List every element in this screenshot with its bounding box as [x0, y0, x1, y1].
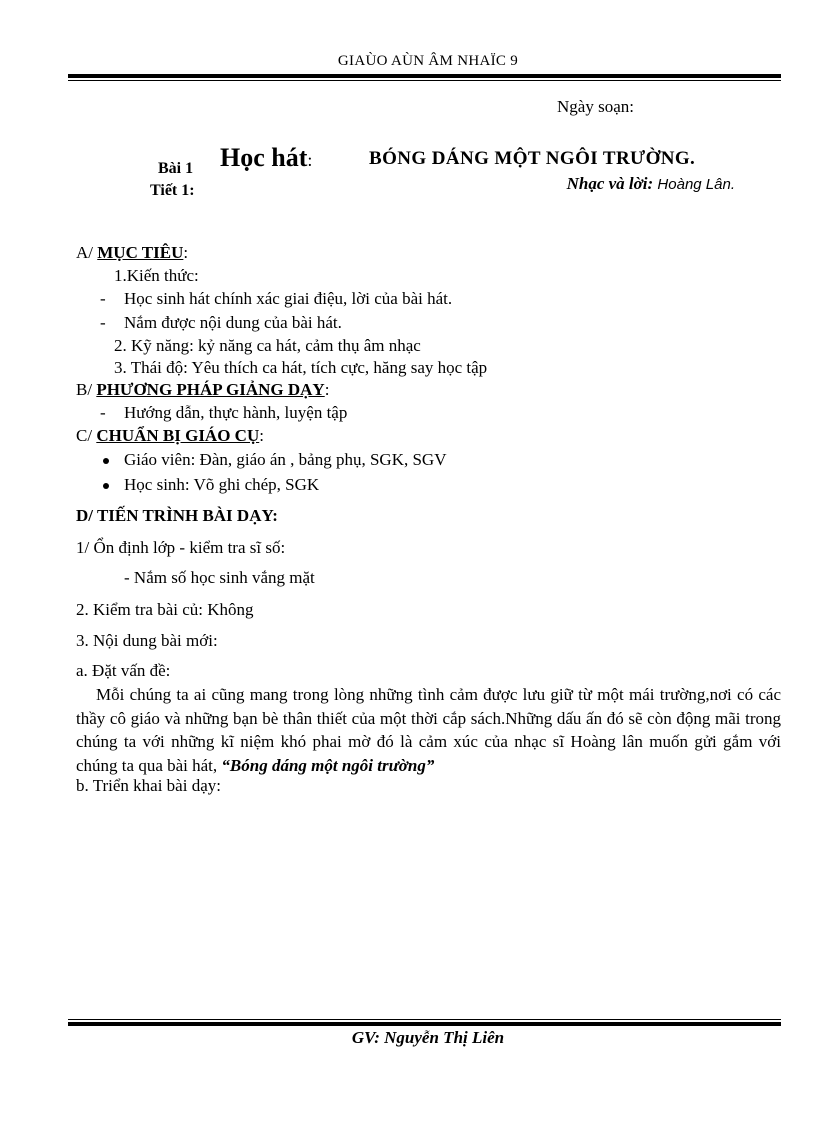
intro-text: Mỗi chúng ta ai cũng mang trong lòng những tình cảm được lưu giữ từ một mái trường,nơi có các thầy cô giáo và những bạn bè thân thiết của một thời cắp sách.Những dấu ấn đó sẽ còn động mãi trong chúng ta với những kĩ niệm khó phai mờ đó là cảm xúc của nhạc sĩ Hoàng lân muốn gửi gắm với chúng ta qua bài hát, — [76, 685, 781, 775]
lesson-type — [220, 143, 312, 173]
lesson-type-text: Học hát — [220, 143, 308, 172]
period-number: Tiết 1: — [150, 182, 195, 199]
footer-rule-thick — [68, 1022, 781, 1026]
bullet-icon — [103, 483, 109, 489]
section-b-heading — [76, 380, 329, 400]
header-title: GIAÙO AÙN ÂM NHAÏC 9 — [337, 53, 519, 69]
section-b-prefix: B/ — [76, 380, 97, 399]
section-a-suffix: : — [183, 243, 189, 262]
section-b-suffix: : — [324, 380, 330, 399]
author-label: Nhạc và lời: — [566, 174, 654, 193]
step-1-detail: - Nắm số học sinh vắng mặt — [124, 568, 315, 587]
skills-line: 2. Kỹ năng: kỷ năng ca hát, cảm thụ âm nhạc — [114, 336, 421, 355]
author-name: Hoàng Lân. — [657, 176, 735, 193]
section-a-prefix: A/ — [76, 243, 98, 262]
footer-rule-thin — [68, 1019, 781, 1020]
equipment-item-student: Học sinh: Võ ghi chép, SGK — [124, 475, 320, 494]
dash-marker: - — [100, 313, 106, 332]
bullet-icon — [103, 458, 109, 464]
dash-marker: - — [100, 289, 106, 308]
knowledge-item-2: Nắm được nội dung của bài hát. — [124, 313, 342, 332]
intro-paragraph — [76, 683, 781, 777]
attitude-line: 3. Thái độ: Yêu thích ca hát, tích cực, hăng say học tập — [114, 358, 488, 377]
lesson-type-colon: : — [307, 150, 313, 170]
section-c-heading — [76, 426, 264, 446]
section-c-suffix: : — [259, 426, 264, 445]
intro-label: a. Đặt vấn đề: — [76, 661, 171, 680]
song-title: BÓNG DÁNG MỘT NGÔI TRƯỜNG. — [369, 148, 696, 169]
footer-teacher: GV: Nguyễn Thị Liên — [351, 1028, 505, 1047]
section-c-title: CHUẨN BỊ GIÁO CỤ — [96, 426, 260, 445]
section-a-heading — [76, 243, 188, 263]
header-rule-thin — [68, 80, 781, 81]
dash-marker: - — [100, 403, 106, 422]
lesson-number: Bài 1 — [158, 160, 194, 177]
method-item-1: Hướng dẫn, thực hành, luyện tập — [124, 403, 348, 422]
section-c-prefix: C/ — [76, 426, 97, 445]
knowledge-title: 1.Kiến thức: — [114, 266, 199, 285]
step-2: 2. Kiểm tra bài củ: Không — [76, 600, 254, 619]
step-3: 3. Nội dung bài mới: — [76, 631, 218, 650]
deploy-label: b. Triển khai bài dạy: — [76, 776, 221, 795]
header-rule-thick — [68, 74, 781, 78]
author-line — [567, 174, 735, 194]
section-b-title: PHƯƠNG PHÁP GIẢNG DẠY — [96, 380, 325, 399]
step-1: 1/ Ổn định lớp - kiểm tra sĩ số: — [76, 538, 286, 557]
equipment-item-teacher: Giáo viên: Đàn, giáo án , bảng phụ, SGK, SGV — [124, 450, 447, 469]
knowledge-item-1: Học sinh hát chính xác giai điệu, lời của bài hát. — [124, 289, 453, 308]
section-a-title: MỤC TIÊU — [97, 243, 184, 262]
section-d-heading: D/ TIẾN TRÌNH BÀI DẠY: — [76, 506, 278, 525]
date-label: Ngày soạn: — [557, 97, 634, 116]
intro-quote: “Bóng dáng một ngôi trường” — [221, 755, 435, 775]
